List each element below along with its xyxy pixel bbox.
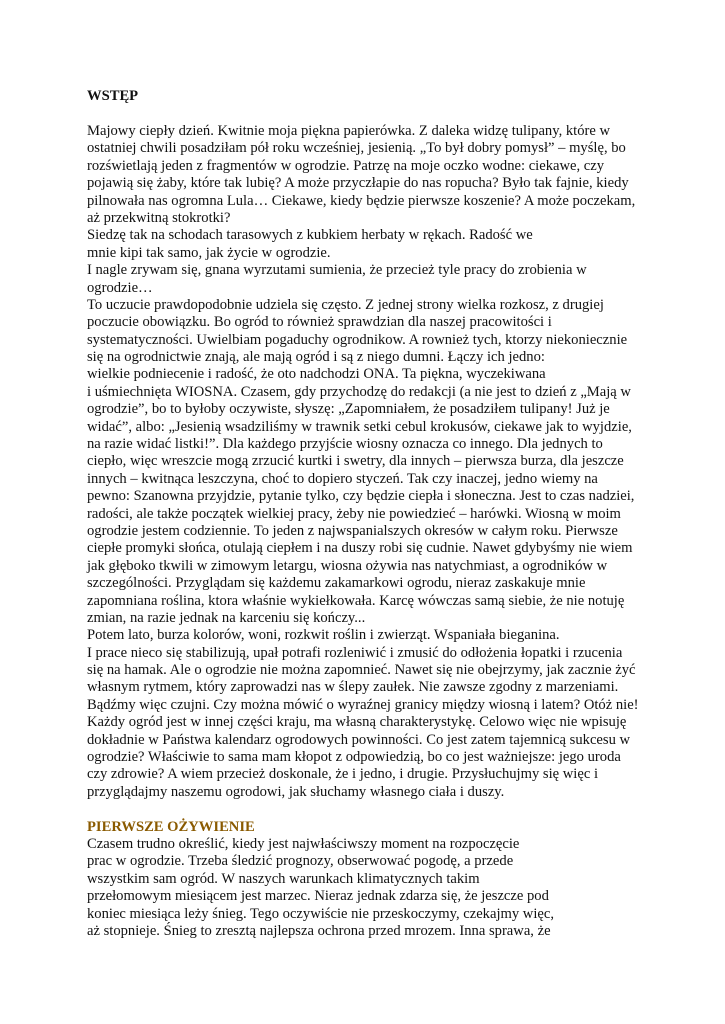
text-line: koniec miesiąca leży śnieg. Tego oczywiście nie przeskoczymy, czekajmy więc, — [87, 905, 554, 922]
text-line: własnym rytmem, który zaprowadzi nas w ślepy zaułek. Nie zawsze zgodny z marzeniami. — [87, 679, 619, 696]
text-line: pojawią się żaby, które tak lubię? A może przyczłapie do nas ropucha? Było tak fajnie, kiedy — [87, 175, 629, 192]
text-line: aż przekwitną stokrotki? — [87, 209, 231, 226]
text-line: ogrodzie? Właściwie to sama mam kłopot z odpowiedzią, bo co jest ważniejsze: jego uroda — [87, 749, 621, 766]
text-line: prac w ogrodzie. Trzeba śledzić prognozy, obserwować pogodę, a przede — [87, 853, 514, 870]
text-line: innych – kwitnąca leszczyna, choć to dopiero styczeń. Tak czy inaczej, jedno wiemy na — [87, 470, 598, 487]
text-line: Czasem trudno określić, kiedy jest najwłaściwszy moment na rozpoczęcie — [87, 836, 520, 852]
text-line: zmian, na razie jednak na karceniu się kończy... — [87, 609, 366, 626]
text-line: widać”, albo: „Jesienią wsadziliśmy w trawnik setki cebul krokusów, ciekawe jak to wyjdzie, — [87, 418, 632, 435]
text-line: poczucie obowiązku. Bo ogród to również sprawdzian dla naszej pracowitości i — [87, 314, 552, 331]
text-line: wszystkim sam ogród. W naszych warunkach klimatycznych takim — [87, 870, 480, 887]
text-line: ogrodzie jestem codziennie. To jeden z najwspanialszych okresów w całym roku. Pierwsze — [87, 522, 618, 539]
text-line: zapomniana roślina, ktora właśnie wykiełkowała. Karcę wówczas samą siebie, że nie notuję — [87, 592, 625, 609]
text-line: czy zdrowie? A wiem przecież doskonale, że i jedno, i drugie. Przysłuchujmy się więc i — [87, 766, 599, 783]
text-line: I prace nieco się stabilizują, upał potrafi rozleniwić i zmusić do odłożenia łopatki i rzucenia — [87, 644, 623, 661]
text-line: To uczucie prawdopodobnie udziela się często. Z jednej strony wielka rozkosz, z drugiej — [87, 296, 604, 313]
text-line: się na hamak. Ale o ogrodzie nie można zapomnieć. Nawet się nie obejrzymy, jak zacznie żyć — [87, 662, 636, 679]
text-line: na razie widać listki!”. Dla każdego przyjście wiosny oznacza co innego. Dla jednych to — [87, 436, 603, 453]
text-line: jak głęboko tkwili w zimowym letargu, wiosna ożywia nas natychmiast, a ogrodników w — [87, 557, 608, 574]
text-line: pewno: Szanowna przyjdzie, pytanie tylko, czy będzie ciepła i słoneczna. Jest to czas nadziei, — [87, 488, 635, 505]
text-line: Siedzę tak na schodach tarasowych z kubkiem herbaty w rękach. Radość we — [87, 227, 533, 244]
text-line: Potem lato, burza kolorów, woni, rozkwit roślin i zwierząt. Wspaniała bieganina. — [87, 627, 560, 644]
document-body — [87, 88, 647, 940]
text-line: ogrodzie”, bo to byłoby oczywiste, słyszę: „Zapomniałem, że posadziłem tulipany! Już je — [87, 401, 610, 418]
heading-section: PIERWSZE OŻYWIENIE — [87, 818, 255, 835]
text-line: szczególności. Przyglądam się każdemu zakamarkowi ogrodu, nieraz zaskakuje mnie — [87, 575, 586, 592]
text-line: przyglądajmy naszemu ogrodowi, jak słuchamy własnego ciała i duszy. — [87, 783, 505, 800]
text-line: mnie kipi tak samo, jak życie w ogrodzie. — [87, 244, 331, 261]
text-line: pilnowała nas ogromna Lula… Ciekawe, kiedy będzie pierwsze koszenie? A może poczekam, — [87, 192, 636, 209]
text-line: I nagle zrywam się, gnana wyrzutami sumienia, że przecież tyle pracy do zrobienia w — [87, 262, 587, 279]
text-line: ciepłe promyki słońca, otulają ciepłem i na duszy robi się cudnie. Nawet gdybyśmy nie wiem — [87, 540, 633, 557]
text-line: Majowy ciepły dzień. Kwitnie moja piękna papierówka. Z daleka widzę tulipany, które w — [87, 122, 611, 139]
text-line: Każdy ogród jest w innej części kraju, ma własną charakterystykę. Celowo więc nie wpisuję — [87, 714, 627, 731]
text-line: ostatniej chwili posadziłam pół roku wcześniej, jesienią. „To był dobry pomysł” – myślę, bo — [87, 140, 626, 157]
text-line: rozświetlają jeden z fragmentów w ogrodzie. Patrzę na moje oczko wodne: ciekawe, czy — [87, 157, 605, 174]
text-line: radości, ale także początek wielkiej pracy, żeby nie powiedzieć – harówki. Wiosną w moim — [87, 505, 621, 522]
heading-intro: WSTĘP — [87, 88, 139, 104]
section-text — [87, 836, 647, 940]
text-line: Bądźmy więc czujni. Czy można mówić o wyraźnej granicy między wiosną i latem? Otóż nie! — [87, 696, 639, 713]
text-line: ciepło, więc wreszcie mogą zrzucić kurtki i swetry, dla innych – pierwsza burza, dla jeszcze — [87, 453, 624, 470]
intro-text — [87, 123, 647, 801]
text-line: aż stopnieje. Śnieg to zresztą najlepsza ochrona przed mrozem. Inna sprawa, że — [87, 922, 551, 939]
text-line: dokładnie w Państwa kalendarz ogrodowych powinności. Co jest zatem tajemnicą sukcesu w — [87, 731, 631, 748]
text-line: się na ogrodnictwie znają, ale mają ogród i są z niego dumni. Łączy ich jedno: — [87, 349, 545, 366]
text-line: systematyczności. Uwielbiam pogaduchy ogrodnikow. A rownież tych, ktorzy niekoniecznie — [87, 331, 628, 348]
text-line: i uśmiechnięta WIOSNA. Czasem, gdy przychodzę do redakcji (a nie jest to dzień z „Mają w — [87, 383, 631, 400]
text-line: ogrodzie… — [87, 279, 153, 296]
text-line: przełomowym miesiącem jest marzec. Nieraz jednak zdarza się, że jeszcze pod — [87, 888, 549, 905]
text-line: wielkie podniecenie i radość, że oto nadchodzi ONA. Ta piękna, wyczekiwana — [87, 366, 546, 383]
